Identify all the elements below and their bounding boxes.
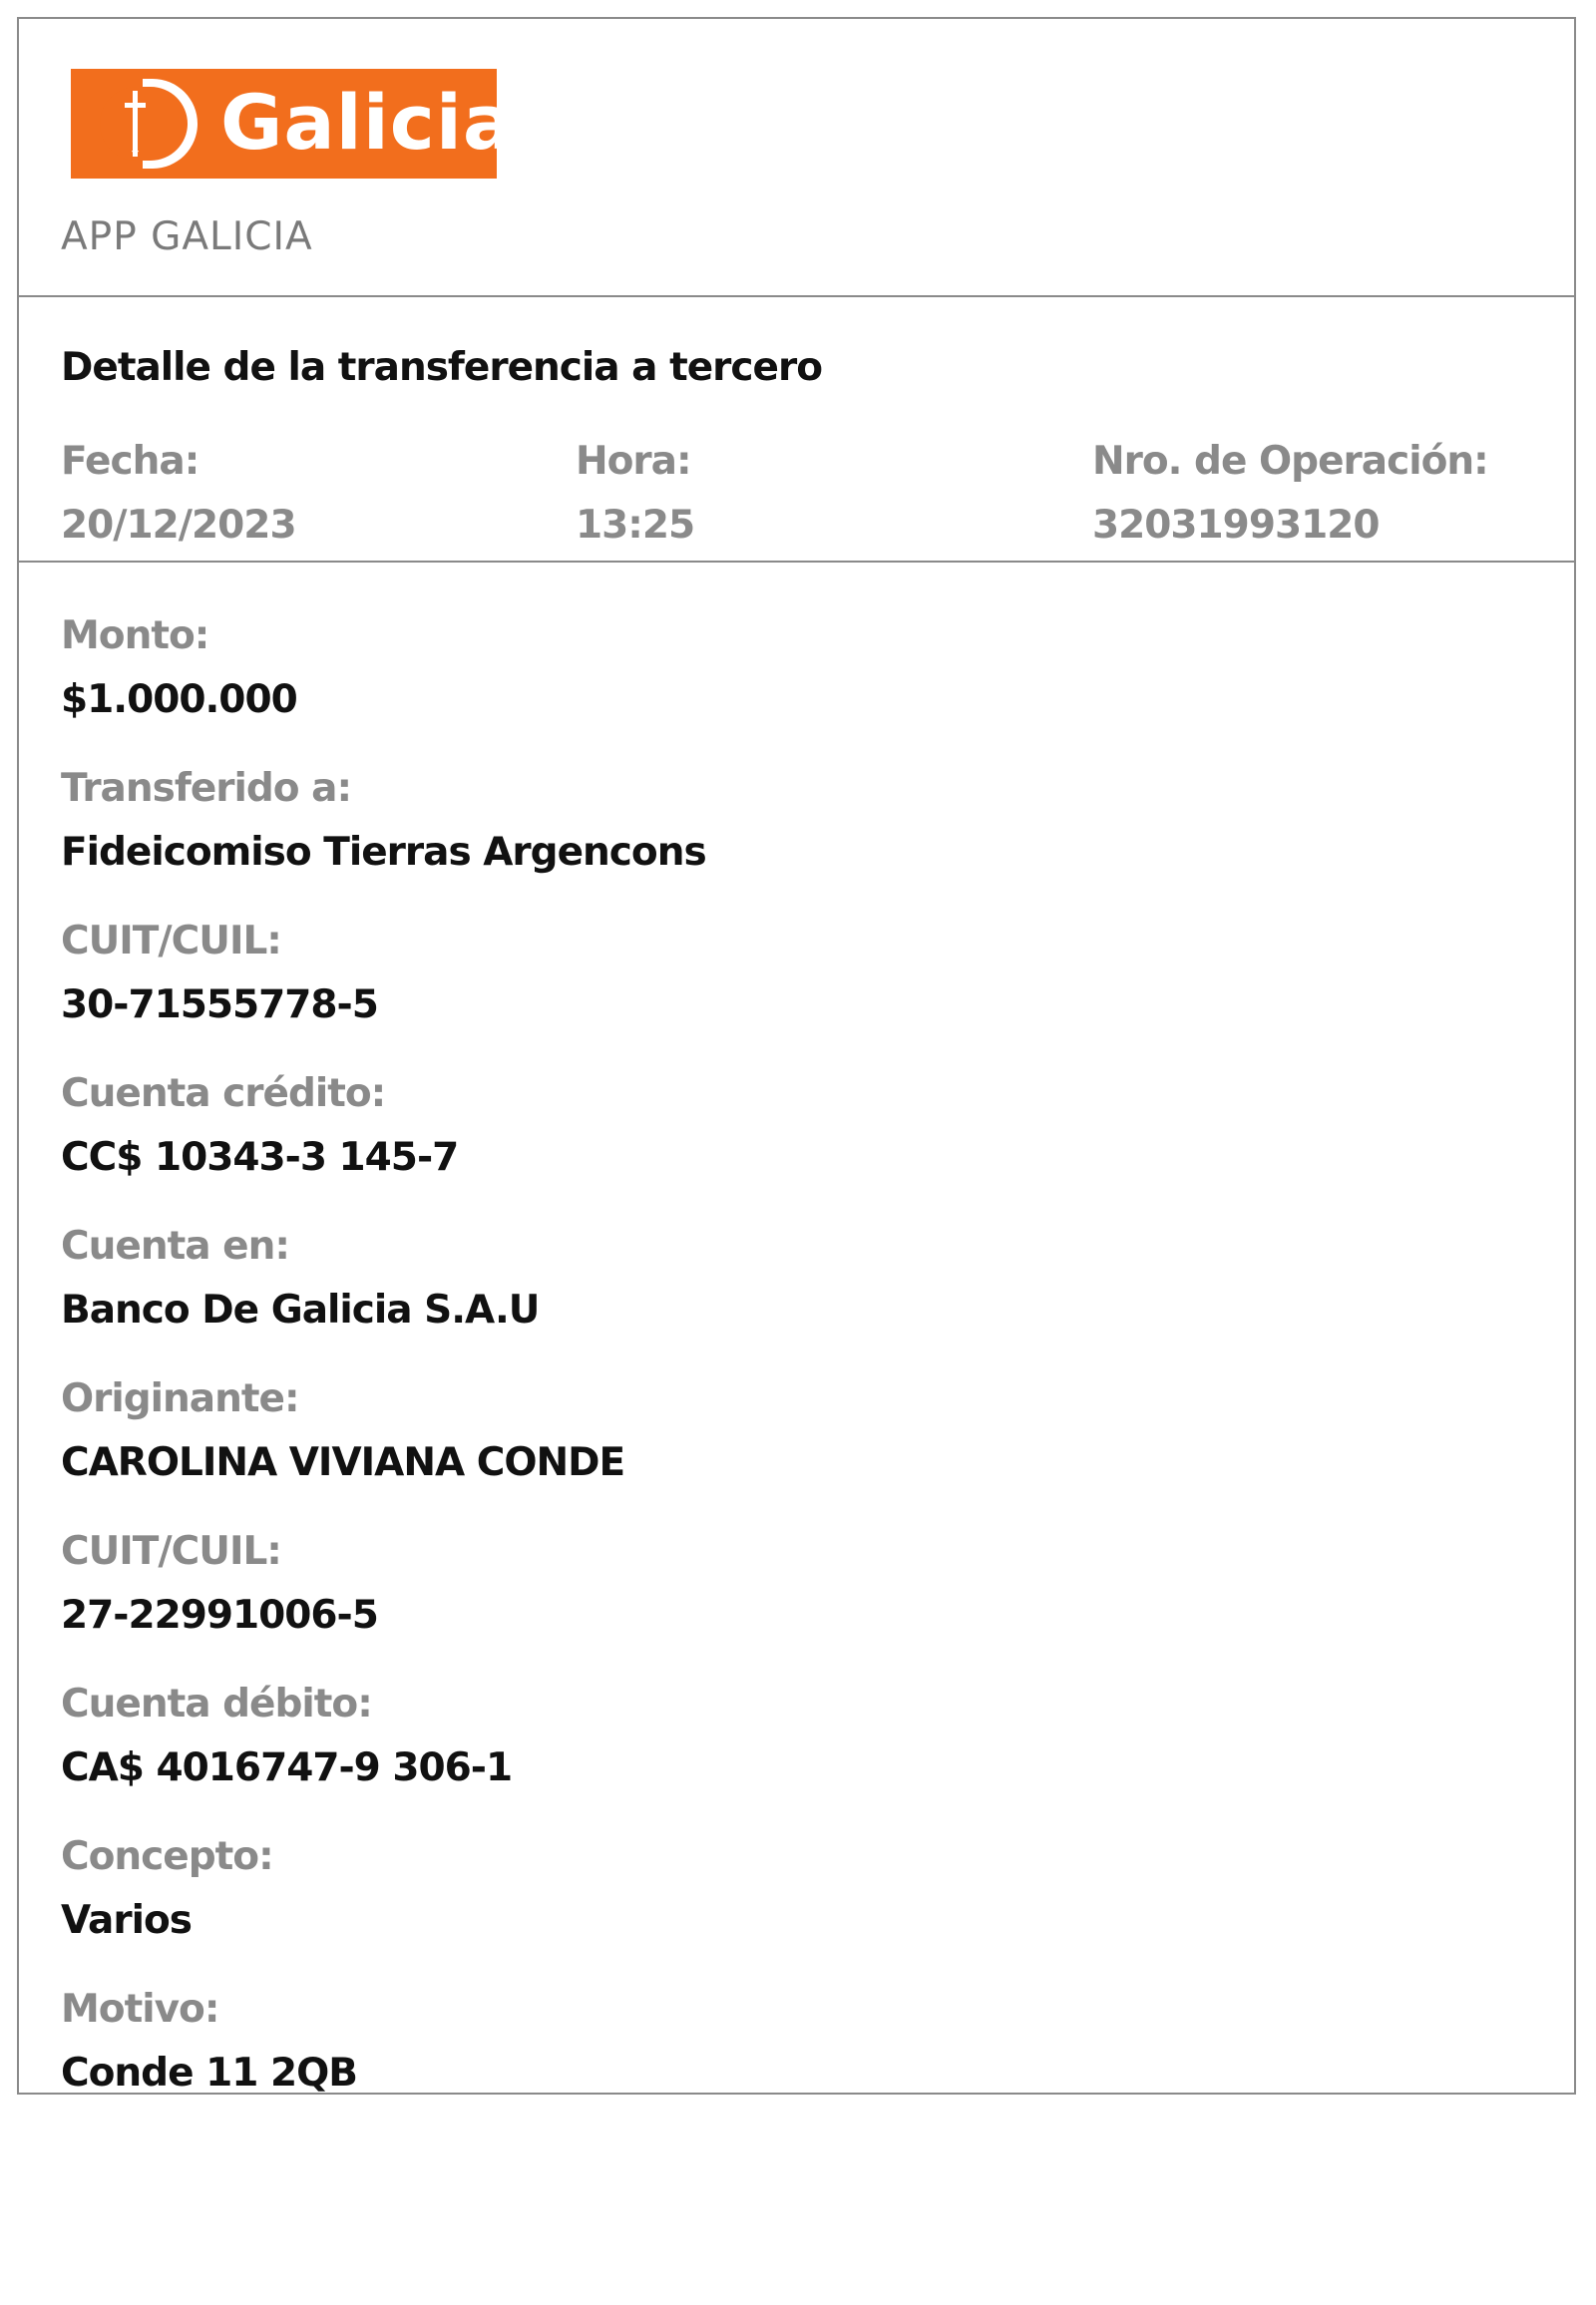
galicia-cross-icon (91, 69, 210, 179)
app-name: APP GALICIA (61, 214, 313, 259)
field-value: $1.000.000 (61, 677, 297, 722)
receipt-header (19, 19, 1574, 297)
date-value: 20/12/2023 (61, 503, 296, 548)
operation-number-label: Nro. de Operación: (1092, 439, 1488, 484)
time-block (576, 430, 694, 558)
field-value: 30-71555778-5 (61, 982, 378, 1027)
field-label: CUIT/CUIL: (61, 1529, 281, 1574)
concept-field (61, 1825, 1574, 1978)
operation-summary (19, 297, 1574, 563)
logo-wordmark: Galicia (220, 78, 516, 167)
field-label: Cuenta débito: (61, 1682, 372, 1727)
recipient-cuit-field (61, 910, 1574, 1062)
field-label: Cuenta crédito: (61, 1071, 386, 1116)
operation-number-block (1092, 430, 1488, 558)
date-label: Fecha: (61, 439, 200, 484)
field-label: Motivo: (61, 1987, 219, 2032)
credit-account-field (61, 1062, 1574, 1215)
field-label: Transferido a: (61, 766, 352, 811)
field-label: Cuenta en: (61, 1224, 289, 1269)
originator-field (61, 1367, 1574, 1520)
date-block (61, 430, 296, 558)
field-label: Originante: (61, 1376, 299, 1421)
time-value: 13:25 (576, 503, 695, 548)
field-value: Varios (61, 1898, 192, 1943)
bank-field (61, 1215, 1574, 1367)
page-title: Detalle de la transferencia a tercero (61, 345, 822, 390)
field-value: CA$ 4016747-9 306-1 (61, 1745, 513, 1790)
time-label: Hora: (576, 439, 691, 484)
recipient-field (61, 757, 1574, 910)
reason-field (61, 1978, 1574, 2130)
field-value: 27-22991006-5 (61, 1593, 378, 1638)
field-label: Monto: (61, 613, 209, 658)
debit-account-field (61, 1673, 1574, 1825)
field-label: Concepto: (61, 1834, 273, 1879)
field-value: Banco De Galicia S.A.U (61, 1288, 540, 1333)
field-label: CUIT/CUIL: (61, 919, 281, 963)
field-value: Fideicomiso Tierras Argencons (61, 830, 706, 875)
transfer-details (19, 563, 1574, 2130)
field-value: CC$ 10343-3 145-7 (61, 1135, 459, 1180)
operation-number-value: 32031993120 (1092, 503, 1380, 548)
field-value: Conde 11 2QB (61, 2051, 357, 2096)
field-value: CAROLINA VIVIANA CONDE (61, 1440, 625, 1485)
galicia-logo (71, 69, 516, 179)
amount-field (61, 604, 1574, 757)
originator-cuit-field (61, 1520, 1574, 1673)
transfer-receipt (17, 17, 1576, 2095)
